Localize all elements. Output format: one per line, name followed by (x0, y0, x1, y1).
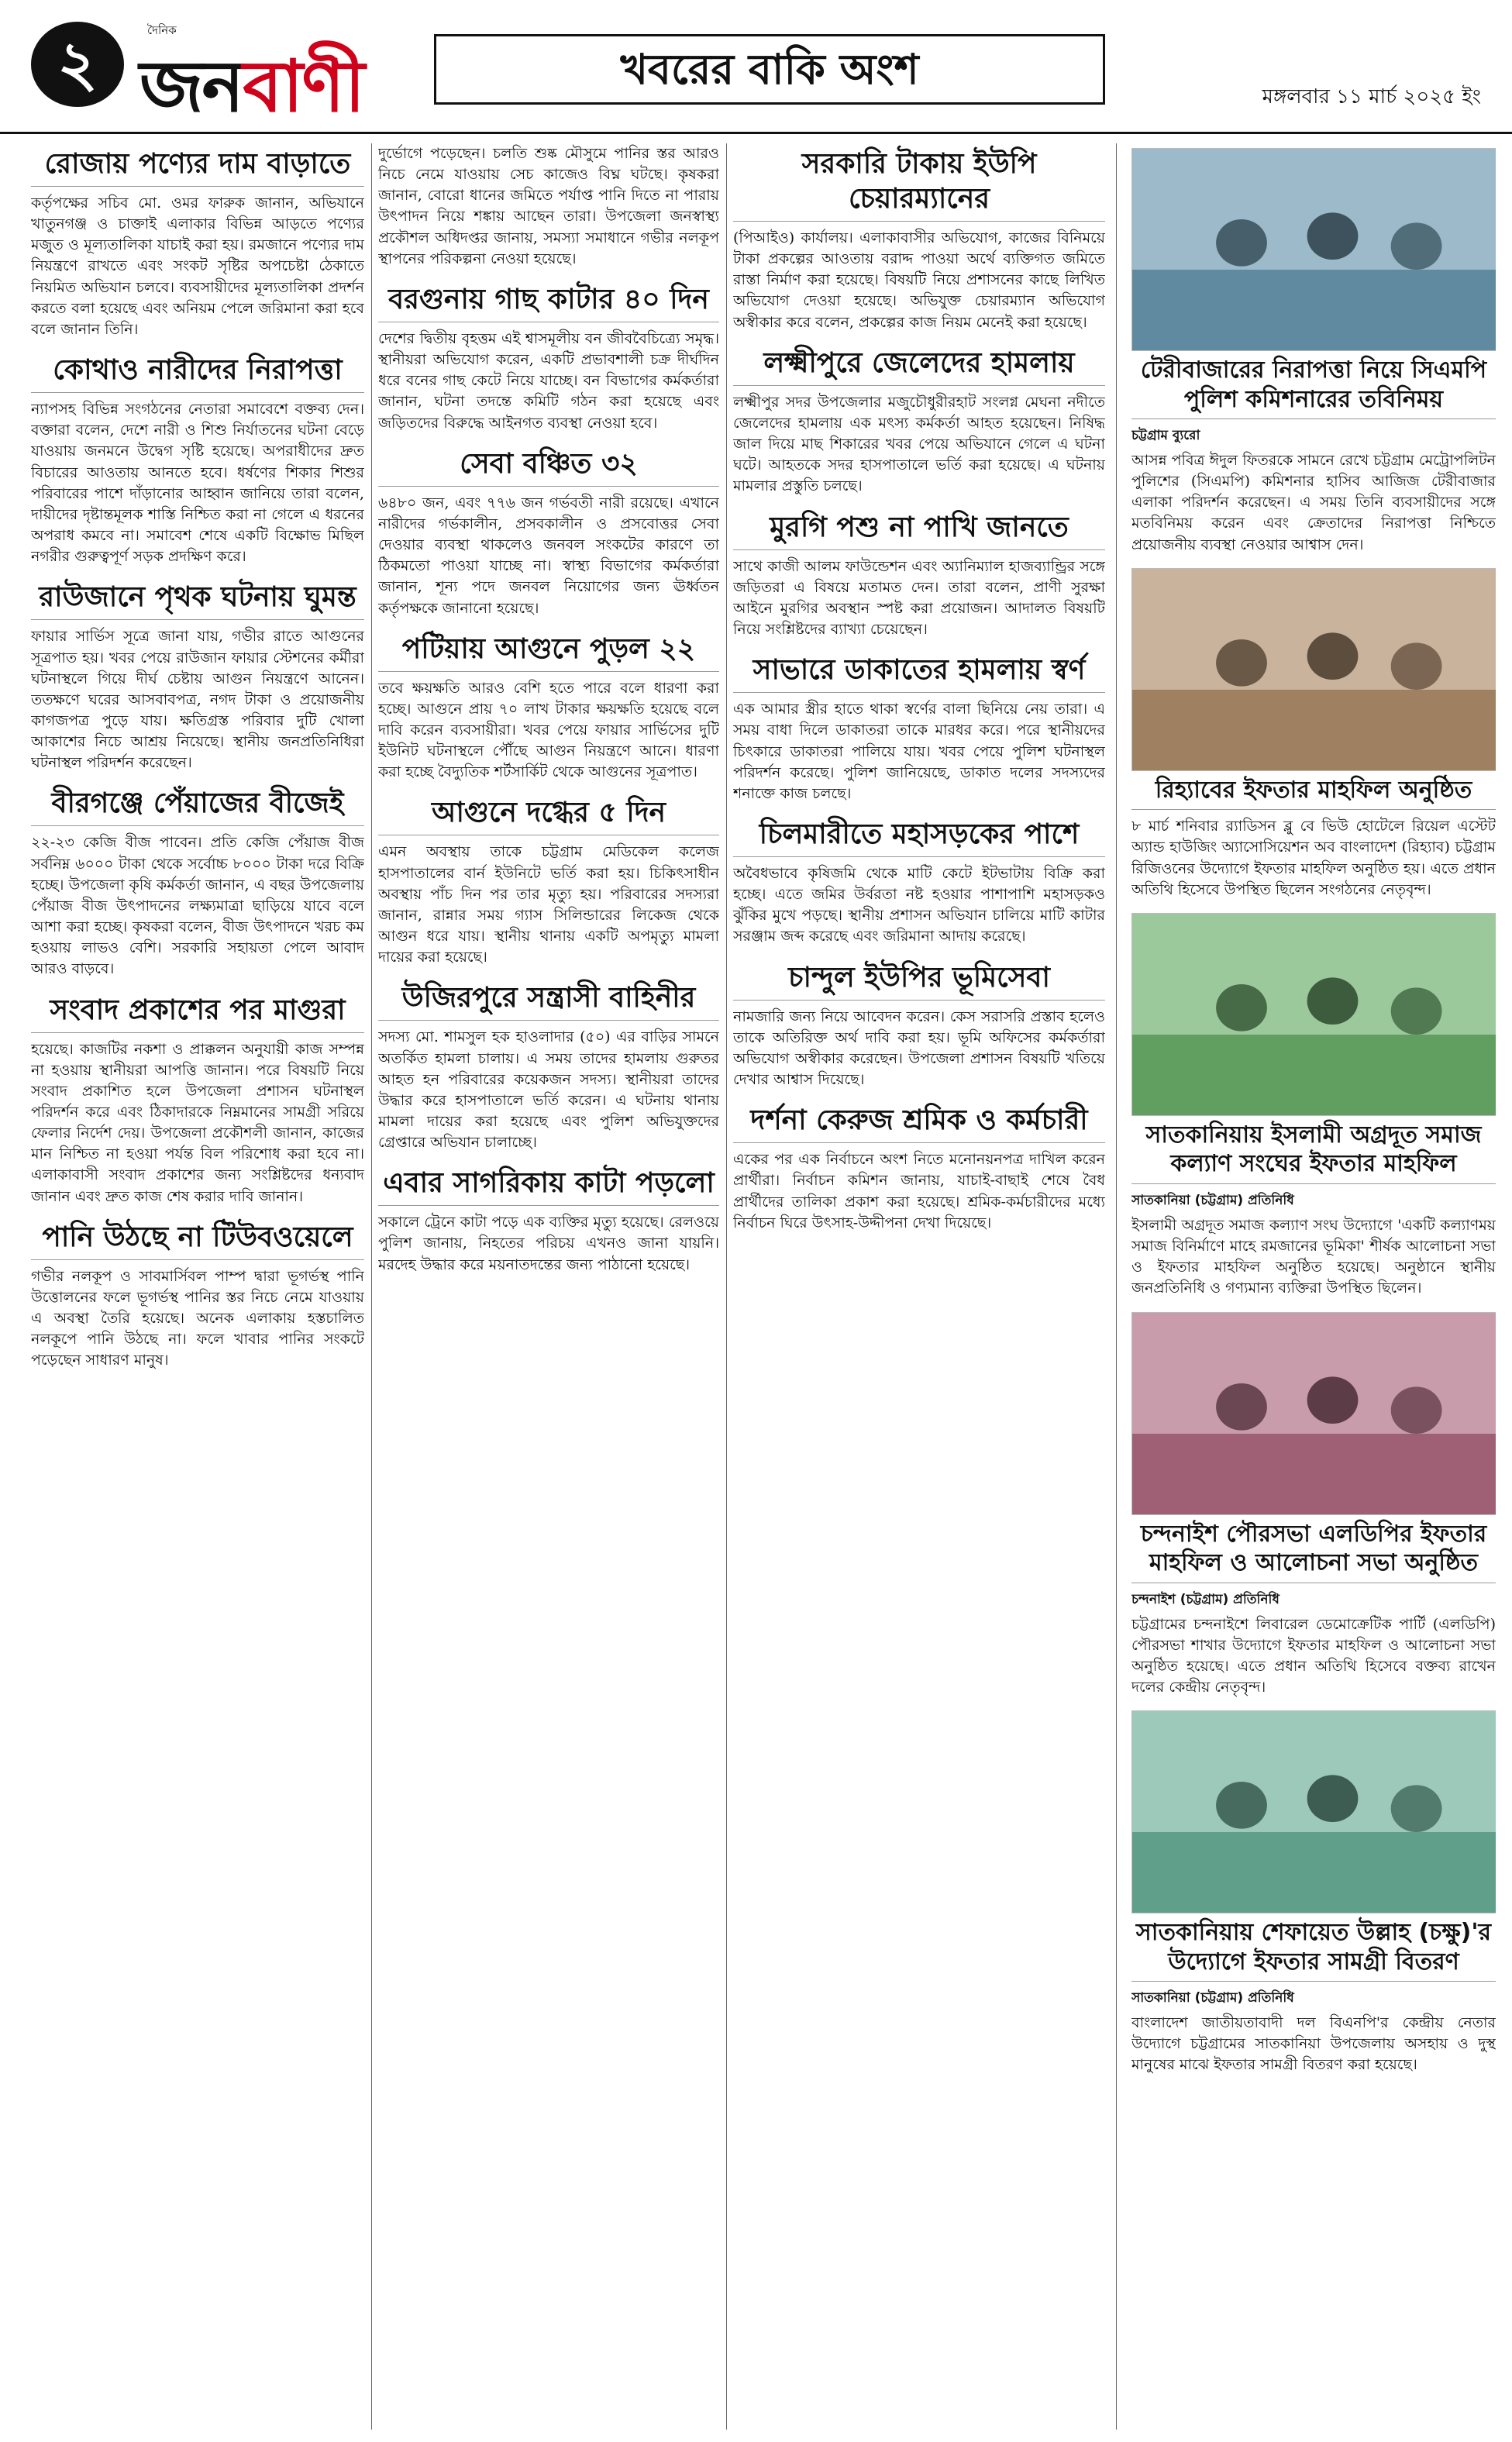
column-divider (1116, 143, 1117, 2430)
story-headline: বরগুনায় গাছ কাটার ৪০ দিন (378, 282, 719, 322)
news-photo (1131, 1312, 1496, 1515)
news-story (378, 446, 719, 619)
story-headline: পানি উঠছে না টিউবওয়েলে (31, 1220, 364, 1260)
news-story (31, 1220, 364, 1372)
story-body: সকালে ট্রেনে কাটা পড়ে এক ব্যক্তির মৃত্যু হয়েছে। রেলওয়ে পুলিশ জানায়, নিহতের পরিচয় এখনও জানা যায়নি। মরদেহ উদ্ধার করে ময়নাতদন্তের জন্য পাঠানো হয়েছে। (378, 1214, 719, 1273)
story-body: বাংলাদেশ জাতীয়তাবাদী দল বিএনপি'র কেন্দ্রীয় নেতার উদ্যোগে চট্টগ্রামের সাতকানিয়া উপজেলায় অসহায় ও দুস্থ মানুষের মাঝে ইফতার সামগ্রী বিতরণ করা হয়েছে। (1131, 2014, 1496, 2074)
story-headline: এবার সাগরিকায় কাটা পড়লো (378, 1166, 719, 1206)
story-body: এক আমার স্ত্রীর হাতে থাকা স্বর্ণের বালা ছিনিয়ে নেয় তারা। এ সময় বাধা দিলে ডাকাতরা তাকে মারধর করে। পরে স্থানীয়দের চিৎকারে ডাকাতরা পালিয়ে যায়। খবর পেয়ে পুলিশ ঘটনাস্থল পরিদর্শন করেছে। পুলিশ জানিয়েছে, ডাকাত দলের সদস্যদের শনাক্তে কাজ চলছে। (733, 701, 1105, 802)
news-story (1131, 1312, 1496, 1699)
news-story (378, 1166, 719, 1275)
story-body: তবে ক্ষয়ক্ষতি আরও বেশি হতে পারে বলে ধারণা করা হচ্ছে। আগুনে প্রায় ৭০ লাখ টাকার ক্ষয়ক্ষতি হয়েছে বলে দাবি করেন ব্যবসায়ীরা। খবর পেয়ে ফায়ার সার্ভিসের দুটি ইউনিট ঘটনাস্থলে পৌঁছে আগুন নিয়ন্ত্রণে আনে। ধারণা করা হচ্ছে বৈদ্যুতিক শর্টসার্কিট থেকে আগুনের সূত্রপাত। (378, 679, 719, 781)
story-headline: সেবা বঞ্চিত ৩২ (378, 446, 719, 487)
story-headline: রিহ্যাবের ইফতার মাহফিল অনুষ্ঠিত (1131, 776, 1496, 811)
column-1 (31, 143, 364, 2430)
story-headline: টেরীবাজারের নিরাপত্তা নিয়ে সিএমপি পুলিশ কমিশনারের তবিনিময় (1131, 356, 1496, 419)
story-byline: চট্টগ্রাম ব্যুরো (1131, 428, 1200, 443)
story-body: অবৈধভাবে কৃষিজমি থেকে মাটি কেটে ইটভাটায় বিক্রি করা হচ্ছে। এতে জমির উর্বরতা নষ্ট হওয়ার পাশাপাশি মহাসড়কও ঝুঁকির মুখে পড়ছে। স্থানীয় প্রশাসন অভিযান চালিয়ে মাটি কাটার সরঞ্জাম জব্দ করেছে এবং জরিমানা আদায় করেছে। (733, 864, 1105, 945)
issue-date: মঙ্গলবার ১১ মার্চ ২০২৫ ইং (1262, 85, 1481, 108)
story-headline: সাভারে ডাকাতের হামলায় স্বর্ণ (733, 653, 1105, 693)
news-photo (1131, 1710, 1496, 1913)
news-story (733, 1103, 1105, 1234)
news-story (733, 510, 1105, 641)
story-headline: রোজায় পণ্যের দাম বাড়াতে (31, 146, 364, 187)
news-story (31, 146, 364, 340)
news-story (733, 146, 1105, 333)
story-body: সদস্য মো. শামসুল হক হাওলাদার (৫০) এর বাড়ির সামনে অতর্কিত হামলা চালায়। এ সময় তাদের হামলায় গুরুতর আহত হন পরিবারের কয়েকজন সদস্য। স্থানীয়রা তাদের উদ্ধার করে হাসপাতালে ভর্তি করেন। এ ঘটনায় থানায় মামলা দায়ের করা হয়েছে এবং পুলিশ অভিযুক্তদের গ্রেপ্তারে অভিযান চালাচ্ছে। (378, 1028, 719, 1152)
story-body: এমন অবস্থায় তাকে চট্টগ্রাম মেডিকেল কলেজ হাসপাতালের বার্ন ইউনিটে ভর্তি করা হয়। চিকিৎসাধীন অবস্থায় পাঁচ দিন পর তার মৃত্যু হয়। পরিবারের সদস্যরা জানান, রান্নার সময় গ্যাস সিলিন্ডারের লিকেজ থেকে আগুন ধরে যায়। স্থানীয় থানায় একটি অপমৃত্যু মামলা দায়ের করা হয়েছে। (378, 843, 719, 966)
story-byline: সাতকানিয়া (চট্টগ্রাম) প্রতিনিধি (1131, 1192, 1294, 1208)
masthead (0, 0, 1512, 134)
story-body: হয়েছে। কাজটির নকশা ও প্রাক্কলন অনুযায়ী কাজ সম্পন্ন না হওয়ায় স্থানীয়রা আপত্তি জানান। পরে বিষয়টি নিয়ে সংবাদ প্রকাশিত হলে উপজেলা প্রশাসন ঘটনাস্থল পরিদর্শন করে এবং ঠিকাদারকে নিম্নমানের সামগ্রী সরিয়ে ফেলার নির্দেশ দেয়। উপজেলা প্রকৌশলী জানান, কাজের মান নিশ্চিত না হওয়া পর্যন্ত বিল পরিশোধ করা হবে না। এলাকাবাসী সংবাদ প্রকাশের জন্য সংশ্লিষ্টদের ধন্যবাদ জানান এবং দ্রুত কাজ শেষ করার দাবি জানান। (31, 1040, 364, 1205)
news-story (733, 960, 1105, 1091)
story-headline: মুরগি পশু না পাখি জানতে (733, 510, 1105, 550)
story-headline: পটিয়ায় আগুনে পুড়ল ২২ (378, 632, 719, 672)
news-story (1131, 913, 1496, 1300)
story-body: ফায়ার সার্ভিস সূত্রে জানা যায়, গভীর রাতে আগুনের সূত্রপাত হয়। খবর পেয়ে রাউজান ফায়ার স্টেশনের কর্মীরা ঘটনাস্থলে গিয়ে দীর্ঘ চেষ্টায় আগুন নিয়ন্ত্রণে আনেন। ততক্ষণে ঘরের আসবাবপত্র, নগদ টাকা ও প্রয়োজনীয় কাগজপত্র পুড়ে যায়। ক্ষতিগ্রস্ত পরিবার দুটি খোলা আকাশের নিচে আশ্রয় নিয়েছে। স্থানীয় জনপ্রতিনিধিরা ঘটনাস্থল পরিদর্শন করেছেন। (31, 628, 364, 772)
story-headline: সরকারি টাকায় ইউপি চেয়ারম্যানের (733, 146, 1105, 222)
news-story (378, 980, 719, 1153)
story-byline: সাতকানিয়া (চট্টগ্রাম) প্রতিনিধি (1131, 1990, 1294, 2006)
story-headline: রাউজানে পৃথক ঘটনায় ঘুমন্ত (31, 580, 364, 620)
news-photo (1131, 148, 1496, 351)
news-story (31, 786, 364, 980)
story-headline: চন্দনাইশ পৌরসভা এলডিপির ইফতার মাহফিল ও আলোচনা সভা অনুষ্ঠিত (1131, 1520, 1496, 1583)
story-body: চট্টগ্রামের চন্দনাইশে লিবারেল ডেমোক্রেটিক পার্টি (এলডিপি) পৌরসভা শাখার উদ্যোগে ইফতার মাহফিল ও আলোচনা সভা অনুষ্ঠিত হয়েছে। এতে প্রধান অতিথি হিসেবে বক্তব্য রাখেন দলের কেন্দ্রীয় নেতৃবৃন্দ। (1131, 1615, 1496, 1696)
news-story (1131, 148, 1496, 556)
page-number: ২ (31, 22, 124, 107)
column-4 (1131, 143, 1496, 2430)
news-story (31, 993, 364, 1207)
story-body: নামজারি জন্য নিয়ে আবেদন করেন। কেস সরাসরি প্রস্তাব হলেও তাকে অতিরিক্ত অর্থ দাবি করা হয়। ভূমি অফিসের কর্মকর্তারা অভিযোগ অস্বীকার করেছেন। উপজেলা প্রশাসন বিষয়টি খতিয়ে দেখার আশ্বাস দিয়েছে। (733, 1007, 1105, 1089)
story-body: দুর্ভোগে পড়েছেন। চলতি শুষ্ক মৌসুমে পানির স্তর আরও নিচে নেমে যাওয়ায় সেচ কাজেও বিঘ্ন ঘটছে। কৃষকরা জানান, বোরো ধানের জমিতে পর্যাপ্ত পানি দিতে না পারায় উৎপাদন নিয়ে শঙ্কায় আছেন তারা। উপজেলা জনস্বাস্থ্য প্রকৌশল অধিদপ্তর জানায়, সমস্যা সমাধানে গভীর নলকূপ স্থাপনের পরিকল্পনা নেওয়া হয়েছে। (378, 145, 719, 267)
story-byline: চন্দনাইশ (চট্টগ্রাম) প্রতিনিধি (1131, 1591, 1280, 1607)
column-3 (733, 143, 1105, 2430)
story-body: ন্যাপসহ বিভিন্ন সংগঠনের নেতারা সমাবেশে বক্তব্য দেন। বক্তারা বলেন, দেশে নারী ও শিশু নির্যাতনের ঘটনা বেড়ে যাওয়ায় জনমনে উদ্বেগ সৃষ্টি হয়েছে। অপরাধীদের দ্রুত বিচারের আওতায় আনতে হবে। ধর্ষণের শিকার শিশুর পরিবারের পাশে দাঁড়ানোর আহ্বান জানিয়ে তারা বলেন, দায়ীদের দৃষ্টান্তমূলক শাস্তি নিশ্চিত করা না গেলে এ ধরনের অপরাধ কমবে না। সমাবেশ শেষে একটি বিক্ষোভ মিছিল নগরীর গুরুত্বপূর্ণ সড়ক প্রদক্ষিণ করে। (31, 401, 364, 566)
news-story (378, 143, 719, 270)
news-story (733, 653, 1105, 804)
news-story (733, 817, 1105, 948)
story-body: গভীর নলকূপ ও সাবমার্সিবল পাম্প দ্বারা ভূগর্ভস্থ পানি উত্তোলনের ফলে ভূগর্ভস্থ পানির স্তর নিচে নেমে যাওয়ায় এ অবস্থা তৈরি হয়েছে। অনেক এলাকায় হস্তচালিত নলকূপে পানি উঠছে না। ফলে খাবার পানির সংকটে পড়েছেন সাধারণ মানুষ। (31, 1267, 364, 1369)
column-2 (378, 143, 719, 2430)
column-divider (726, 143, 727, 2430)
story-headline: লক্ষ্মীপুরে জেলেদের হামলায় (733, 346, 1105, 386)
story-headline: আগুনে দগ্ধের ৫ দিন (378, 795, 719, 835)
story-body: ৮ মার্চ শনিবার র‍্যাডিসন ব্লু বে ভিউ হোটেলে রিয়েল এস্টেট অ্যান্ড হাউজিং অ্যাসোসিয়েশন অব বাংলাদেশ (রিহ্যাব) চট্টগ্রাম রিজিওনের উদ্যোগে ইফতার মাহফিল অনুষ্ঠিত হয়। এতে প্রধান অতিথি হিসেবে উপস্থিত ছিলেন সংগঠনের নেতৃবৃন্দ। (1131, 818, 1496, 898)
story-headline: উজিরপুরে সন্ত্রাসী বাহিনীর (378, 980, 719, 1021)
column-divider (371, 143, 372, 2430)
story-headline: চান্দুল ইউপির ভূমিসেবা (733, 960, 1105, 1001)
story-body: ৬৪৮০ জন, এবং ৭৭৬ জন গর্ভবতী নারী রয়েছে। এখানে নারীদের গর্ভকালীন, প্রসবকালীন ও প্রসবোত্তর সেবা দেওয়ার ব্যবস্থা থাকলেও জনবল সংকটের কারণে তা ঠিকমতো পাওয়া যাচ্ছে না। স্বাস্থ্য বিভাগের কর্মকর্তারা জানান, শূন্য পদে জনবল নিয়োগের জন্য ঊর্ধ্বতন কর্তৃপক্ষকে জানানো হয়েছে। (378, 494, 719, 617)
news-story (378, 795, 719, 968)
news-story (733, 346, 1105, 498)
news-photo (1131, 913, 1496, 1116)
news-story (1131, 1710, 1496, 2075)
story-body: আসন্ন পবিত্র ঈদুল ফিতরকে সামনে রেখে চট্টগ্রাম মেট্রোপলিটন পুলিশের (সিএমপি) কমিশনার হাসিব আজিজ টেরীবাজার এলাকা পরিদর্শন করেছেন। এ সময় তিনি ব্যবসায়ীদের সঙ্গে মতবিনিময় করেন এবং ক্রেতাদের নিরাপত্তা নিশ্চিতে প্রয়োজনীয় ব্যবস্থা নেওয়ার আশ্বাস দেন। (1131, 452, 1496, 553)
story-body: একের পর এক নির্বাচনে অংশ নিতে মনোনয়নপত্র দাখিল করেন প্রার্থীরা। নির্বাচন কমিশন জানায়, যাচাই-বাছাই শেষে বৈধ প্রার্থীদের তালিকা প্রকাশ করা হয়েছে। শ্রমিক-কর্মচারীদের মধ্যে নির্বাচন ঘিরে উৎসাহ-উদ্দীপনা দেখা দিয়েছে। (733, 1151, 1105, 1231)
story-body: সাথে কাজী আলম ফাউন্ডেশন এবং অ্যানিম্যাল হাজব্যান্ড্রির সঙ্গে জড়িতরা এ বিষয়ে মতামত দেন। তারা বলেন, প্রাণী সুরক্ষা আইনে মুরগির অবস্থান স্পষ্ট করা প্রয়োজন। আদালত বিষয়টি নিয়ে সংশ্লিষ্টদের ব্যাখ্যা চেয়েছেন। (733, 557, 1105, 639)
story-headline: চিলমারীতে মহাসড়কের পাশে (733, 817, 1105, 857)
news-story (31, 353, 364, 567)
story-headline: সাতকানিয়ায় শেফায়েত উল্লাহ (চক্ষু)'র উদ্যোগে ইফতার সামগ্রী বিতরণ (1131, 1918, 1496, 1982)
story-headline: বীরগঞ্জে পেঁয়াজের বীজেই (31, 786, 364, 826)
story-headline: দর্শনা কেরুজ শ্রমিক ও কর্মচারী (733, 1103, 1105, 1143)
news-story (31, 580, 364, 773)
story-body: (পিআইও) কার্যালয়। এলাকাবাসীর অভিযোগ, কাজের বিনিময়ে টাকা প্রকল্পের আওতায় বরাদ্দ পাওয়া অর্থে ব্যক্তিগত জমিতে রাস্তা নির্মাণ করা হয়েছে। বিষয়টি নিয়ে প্রশাসনের কাছে লিখিত অভিযোগ দেওয়া হয়েছে। অভিযুক্ত চেয়ারম্যান অভিযোগ অস্বীকার করে বলেন, প্রকল্পের কাজ নিয়ম মেনেই করা হয়েছে। (733, 229, 1105, 331)
story-body: কর্তৃপক্ষের সচিব মো. ওমর ফারুক জানান, অভিযানে খাতুনগঞ্জ ও চাক্তাই এলাকার বিভিন্ন আড়তে পণ্যের মজুত ও মূল্যতালিকা যাচাই করা হয়। রমজানে পণ্যের দাম নিয়ন্ত্রণে রাখতে এবং সংকট সৃষ্টির অপচেষ্টা ঠেকাতে নিয়মিত অভিযান চলবে। ব্যবসায়ীদের মূল্যতালিকা প্রদর্শন করতে বলা হয়েছে এবং অনিয়ম পেলে জরিমানা করা হবে বলে জানান তিনি। (31, 195, 364, 338)
story-body: দেশের দ্বিতীয় বৃহত্তম এই শ্বাসমূলীয় বন জীববৈচিত্র্যে সমৃদ্ধ। স্থানীয়রা অভিযোগ করেন, একটি প্রভাবশালী চক্র দীর্ঘদিন ধরে বনের গাছ কেটে নিয়ে যাচ্ছে। বন বিভাগের কর্মকর্তারা জানান, ঘটনা তদন্তে কমিটি গঠন করা হয়েছে এবং জড়িতদের বিরুদ্ধে আইনগত ব্যবস্থা নেওয়া হবে। (378, 329, 719, 432)
news-story (1131, 568, 1496, 901)
news-photo (1131, 568, 1496, 771)
story-body: ইসলামী অগ্রদূত সমাজ কল্যাণ সংঘ উদ্যোগে 'একটি কল্যাণময় সমাজ বিনির্মাণে মাহে রমজানের ভূমিকা' শীর্ষক আলোচনা সভা ও ইফতার মাহফিল অনুষ্ঠিত হয়েছে। অনুষ্ঠানে স্থানীয় জনপ্রতিনিধি ও গণ্যমান্য ব্যক্তিরা উপস্থিত ছিলেন। (1131, 1216, 1496, 1297)
story-body: লক্ষ্মীপুর সদর উপজেলার মজুচৌধুরীরহাট সংলগ্ন মেঘনা নদীতে জেলেদের হামলায় এক মৎস্য কর্মকর্তা আহত হয়েছেন। নিষিদ্ধ জাল দিয়ে মাছ শিকারের খবর পেয়ে অভিযানে গেলে এ ঘটনা ঘটে। আহতকে সদর হাসপাতালে ভর্তি করা হয়েছে। এ ঘটনায় মামলার প্রস্তুতি চলছে। (733, 393, 1105, 495)
story-headline: সংবাদ প্রকাশের পর মাগুরা (31, 993, 364, 1033)
story-headline: কোথাও নারীদের নিরাপত্তা (31, 353, 364, 393)
story-body: ২২-২৩ কেজি বীজ পাবেন। প্রতি কেজি পেঁয়াজ বীজ সর্বনিম্ন ৬০০০ টাকা থেকে সর্বোচ্চ ৮০০০ টাকা দরে বিক্রি হচ্ছে। উপজেলা কৃষি কর্মকর্তা জানান, এ বছর উপজেলায় পেঁয়াজ বীজ উৎপাদনের লক্ষ্যমাত্রা ছাড়িয়ে যাবে বলে আশা করা হচ্ছে। কৃষকরা বলেন, বীজ উৎপাদনে খরচ কম হওয়ায় লাভও বেশি। সরকারি সহায়তা পেলে আবাদ আরও বাড়বে। (31, 834, 364, 978)
newspaper-logo: জনবাণী (139, 44, 364, 128)
story-headline: সাতকানিয়ায় ইসলামী অগ্রদূত সমাজ কল্যাণ সংঘের ইফতার মাহফিল (1131, 1121, 1496, 1184)
section-title: খবরের বাকি অংশ (434, 34, 1105, 105)
news-story (378, 282, 719, 434)
daily-label: দৈনিক (147, 23, 177, 37)
news-story (378, 632, 719, 784)
